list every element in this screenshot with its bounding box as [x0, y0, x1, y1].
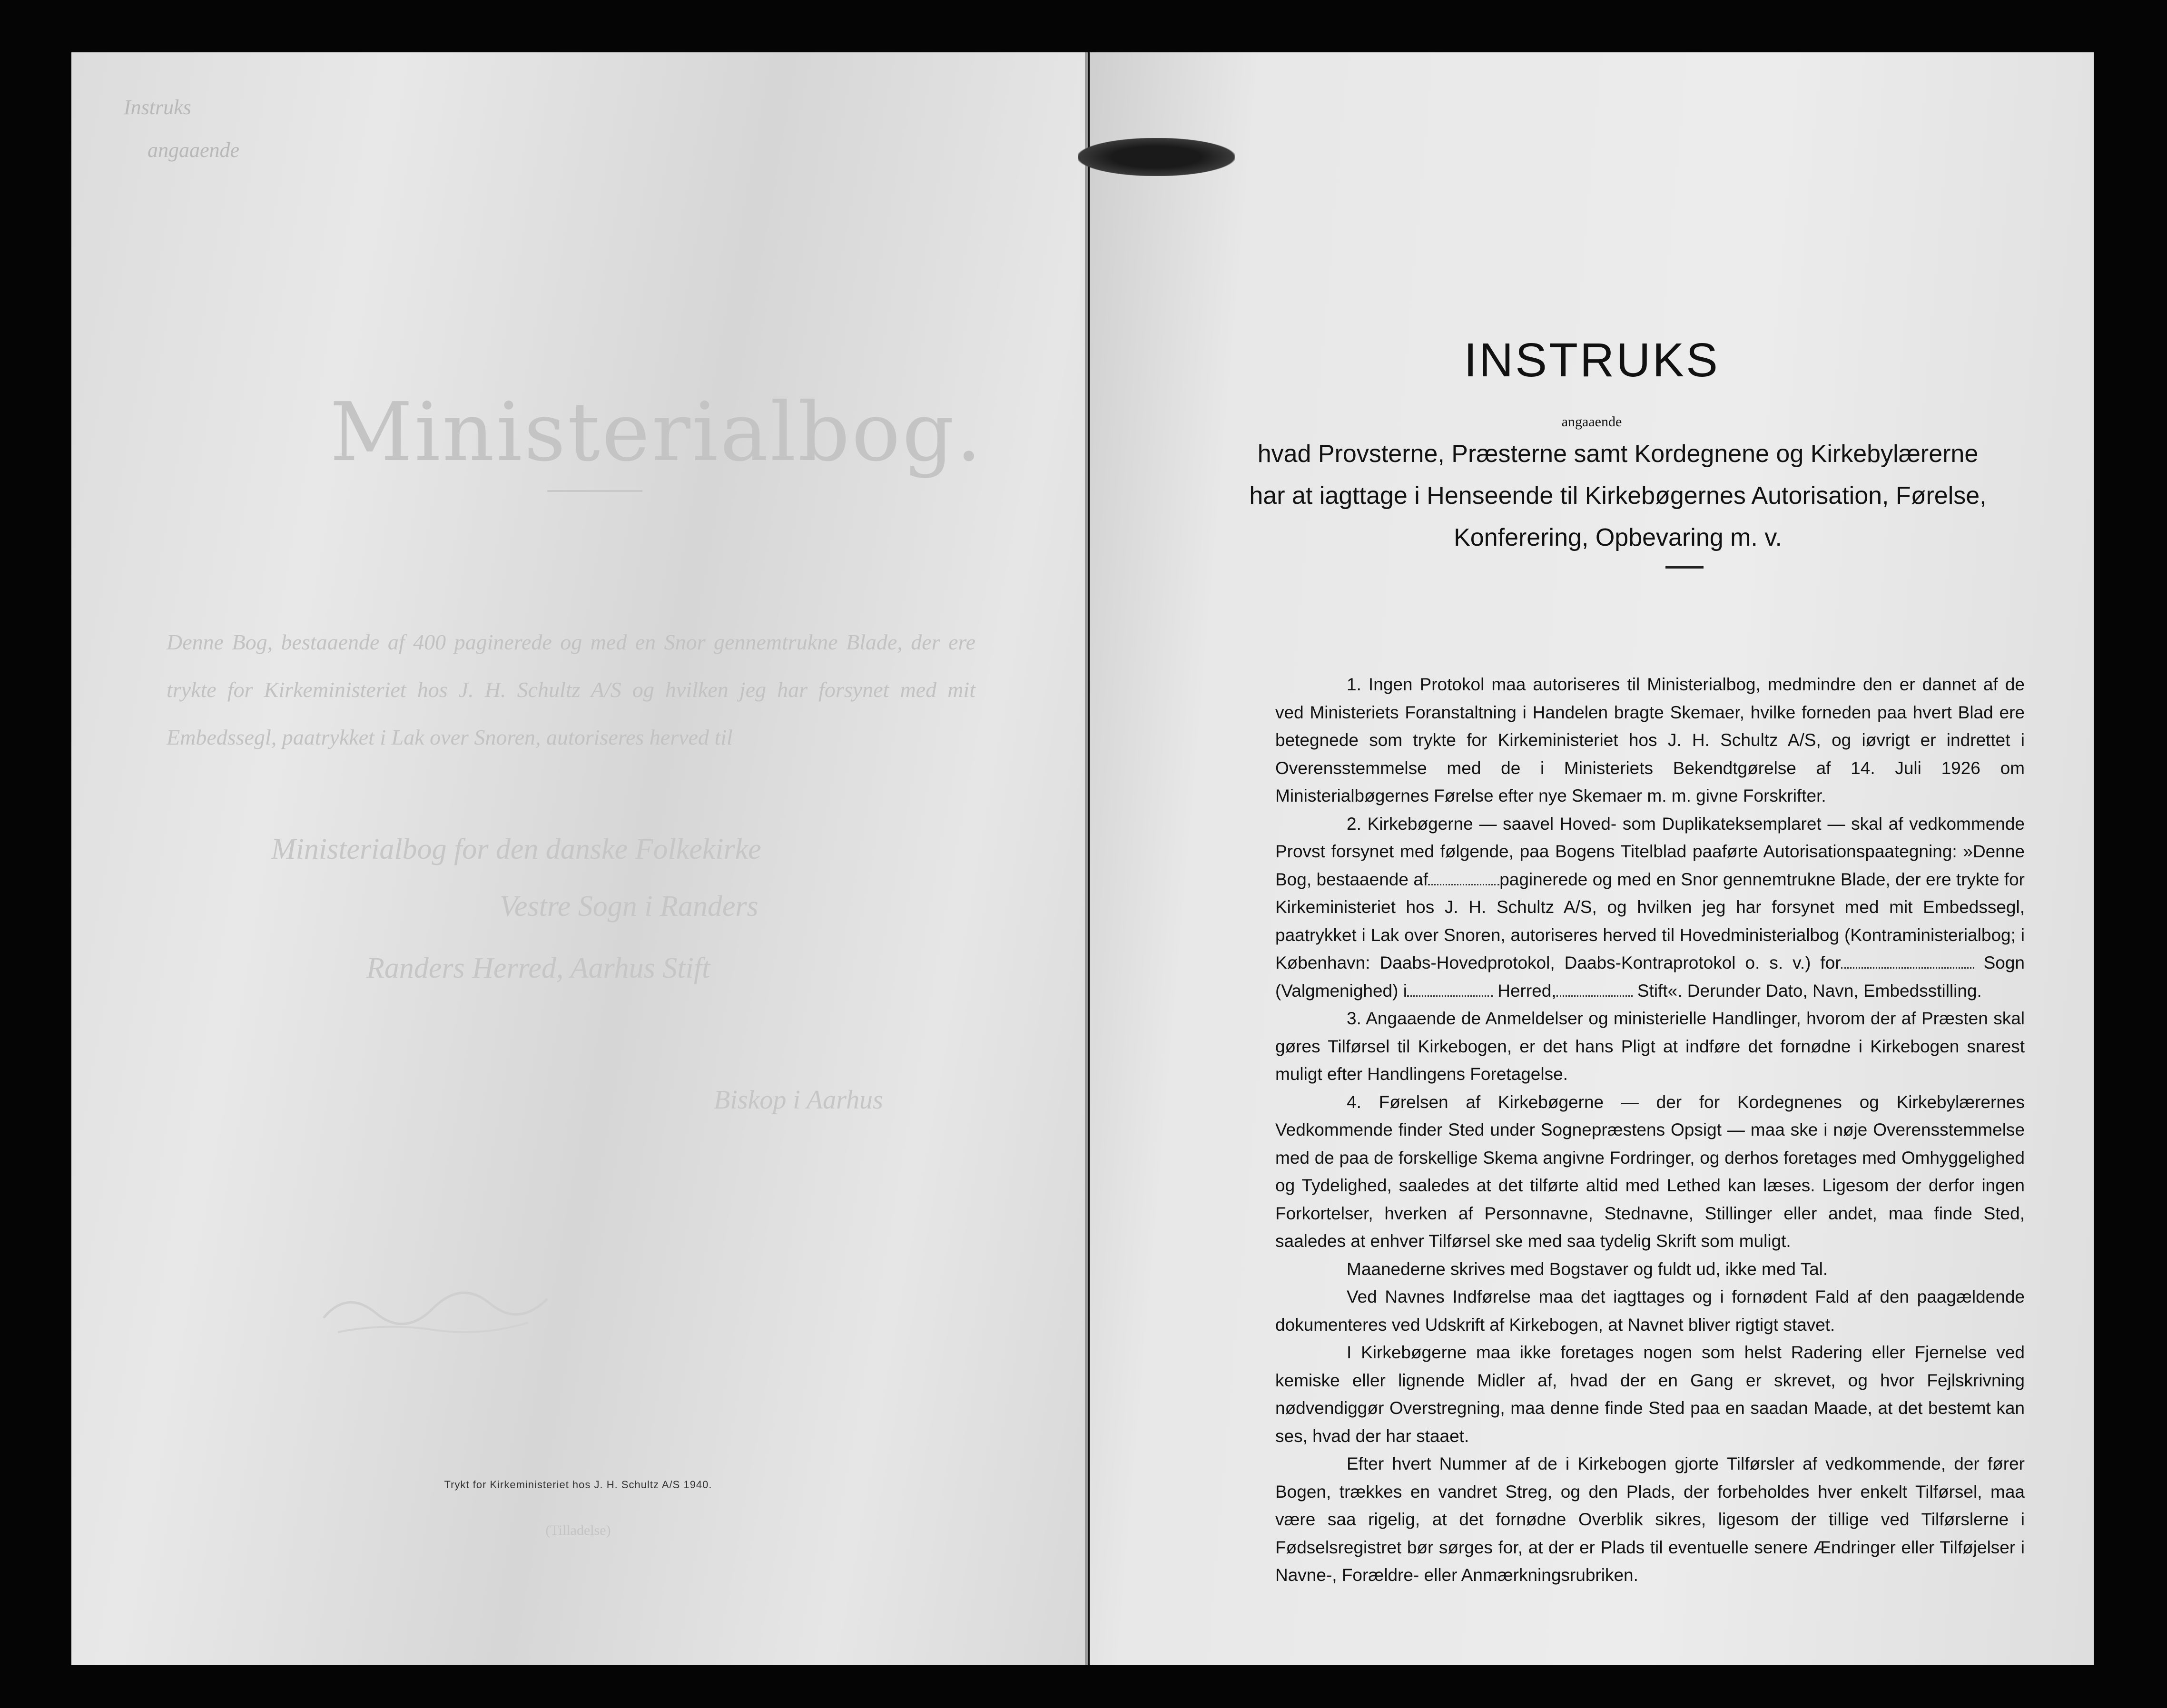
paragraph: 1. Ingen Protokol maa autoriseres til Ministerialbog, medmindre den er dannet af de ved Ministeriets Foranstaltning i Handelen bragte Skemaer, hvilke forneden paa hvert Blad ere betegnede som trykte for Kirkeministeriet hos J. H. Schultz A/S, og iøvrigt er indrettet i Overensstemmelse med de i Ministeriets Bekendtgørelse af 14. Juli 1926 om Ministerialbøgernes Førelse efter nye Skemaer m. m. givne Forskrifter.: [1275, 675, 2025, 805]
blank-field: [1841, 953, 1974, 969]
stamp-scribble: [319, 1270, 557, 1346]
paragraph-text: Herred,: [1497, 981, 1556, 1001]
page-title: Ministerialbog.: [330, 385, 984, 480]
bleed-through-text: Instruks: [124, 96, 191, 119]
instruction-body: [1275, 671, 2025, 1590]
paragraph-text: 2. Kirkebøgerne — saavel Hoved- som Duplikateksemplaret — skal af vedkommende Provst forsynet med følgende, paa Bogens Titelblad paaførte Autorisationspaategning: »Denne Bog, bestaaende af: [1275, 814, 2025, 889]
handwritten-line: Vestre Sogn i Randers: [500, 890, 758, 923]
blank-field: [1556, 981, 1633, 997]
instruction-scope: hvad Provsterne, Præsterne samt Kordegnene og Kirkebylærerne har at iagttage i Henseende til Kirkebøgernes Autorisation, Førelse, Konferering, Opbevaring m. v.: [1249, 440, 1987, 551]
left-page: [71, 52, 1088, 1665]
paragraph: [1275, 810, 2025, 1005]
bleed-through-text: (Tilladelse): [545, 1522, 611, 1538]
blank-field: [1407, 981, 1493, 997]
paragraph: 3. Angaaende de Anmeldelser og ministerielle Handlinger, hvorom der af Præsten skal gøres Tilførsel til Kirkebogen, er det hans Pligt at indføre det fornødne i Kirkebogen snarest muligt efter Handlingens Foretagelse.: [1275, 1009, 2025, 1084]
paragraph: Maanederne skrives med Bogstaver og fuldt ud, ikke med Tal.: [1347, 1259, 1828, 1279]
right-page: [1090, 52, 2094, 1665]
paragraph: I Kirkebøgerne maa ikke foretages nogen som helst Radering eller Fjernelse ved kemiske eller lignende Midler af, hvad der en Gang er skrevet, og hvor Fejlskrivning nødvendiggør Overstregning, maa denne finde Sted paa en saadan Maade, at det bestemt kan ses, hvad der har staaet.: [1275, 1343, 2025, 1446]
bleed-through-text: angaaende: [148, 138, 240, 162]
handwritten-line: Randers Herred, Aarhus Stift: [366, 952, 710, 984]
paragraph-text: Stift«. Derunder Dato, Navn, Embedsstilling.: [1637, 981, 1982, 1001]
blank-field: [1428, 870, 1499, 885]
page-subtitle: angaaende: [1561, 414, 1622, 430]
divider: [547, 490, 642, 492]
paragraph: Efter hvert Nummer af de i Kirkebogen gjorte Tilførsler af vedkommende, der fører Bogen, trækkes en vandret Streg, og den Plads, der forbeholdes hver enkelt Tilførsel, maa være saa rigelig, at det fornødne Overblik sikres, ligesom der tillige ved Tilførslerne i Fødselsregistret bør sørges for, at der er Plads til eventuelle senere Ændringer eller Tilføjelser i Navne-, Forældre- eller Anmærkningsrubriken.: [1275, 1454, 2025, 1585]
paragraph-text: Sogn (Valgmenighed) i: [1275, 953, 2025, 1001]
certificate-text: Denne Bog, bestaaende af 400 paginerede og med en Snor gennemtrukne Blade, der ere trykte for Kirkeministeriet hos J. H. Schultz A/S og hvilken jeg har forsynet med mit Embedssegl, paatrykket i Lak over Snoren, autoriseres herved til: [167, 630, 975, 749]
paragraph: Ved Navnes Indførelse maa det iagttages og i fornødent Fald af den paagældende dokumenteres ved Udskrift af Kirkebogen, at Navnet bliver rigtigt stavet.: [1275, 1287, 2025, 1335]
binding-cord: [1078, 138, 1235, 176]
page-title: INSTRUKS: [1464, 334, 1720, 387]
paragraph: 4. Førelsen af Kirkebøgerne — der for Kordegnenes og Kirkebylærernes Vedkommende finder Sted under Sognepræstens Opsigt — maa ske i nøje Overensstemmelse med de paa de forskellige Skema angivne Fordringer, og derhos foretages med Omhyggelighed og Tydelighed, saaledes at det tilførte altid med Lethed kan læses. Ligesom der derfor ingen Forkortelser, hverken af Personnavne, Stednavne, Stillinger eller andet, maa finde Sted, saaledes at enhver Tilførsel ske med saa tydelig Skrift som muligt.: [1275, 1092, 2025, 1251]
handwritten-signature: Biskop i Aarhus: [714, 1085, 883, 1115]
printer-imprint: Trykt for Kirkeministeriet hos J. H. Schultz A/S 1940.: [444, 1479, 712, 1491]
handwritten-line: Ministerialbog for den danske Folkekirke: [271, 833, 761, 865]
book-spread: [71, 52, 2094, 1665]
paragraph-text: paginerede og med en Snor gennemtrukne Blade, der ere trykte for Kirkeministeriet hos J. H. Schultz A/S, og hvilken jeg har forsynet med mit Embedssegl, paatrykket i Lak over Snoren, autoriseres herved til Hovedministerialbog (Kontraministerialbog; i København: Daabs-Hovedprotokol, Daabs-Kontraprotokol o. s. v.) for: [1275, 869, 2025, 972]
divider: [1665, 566, 1704, 569]
